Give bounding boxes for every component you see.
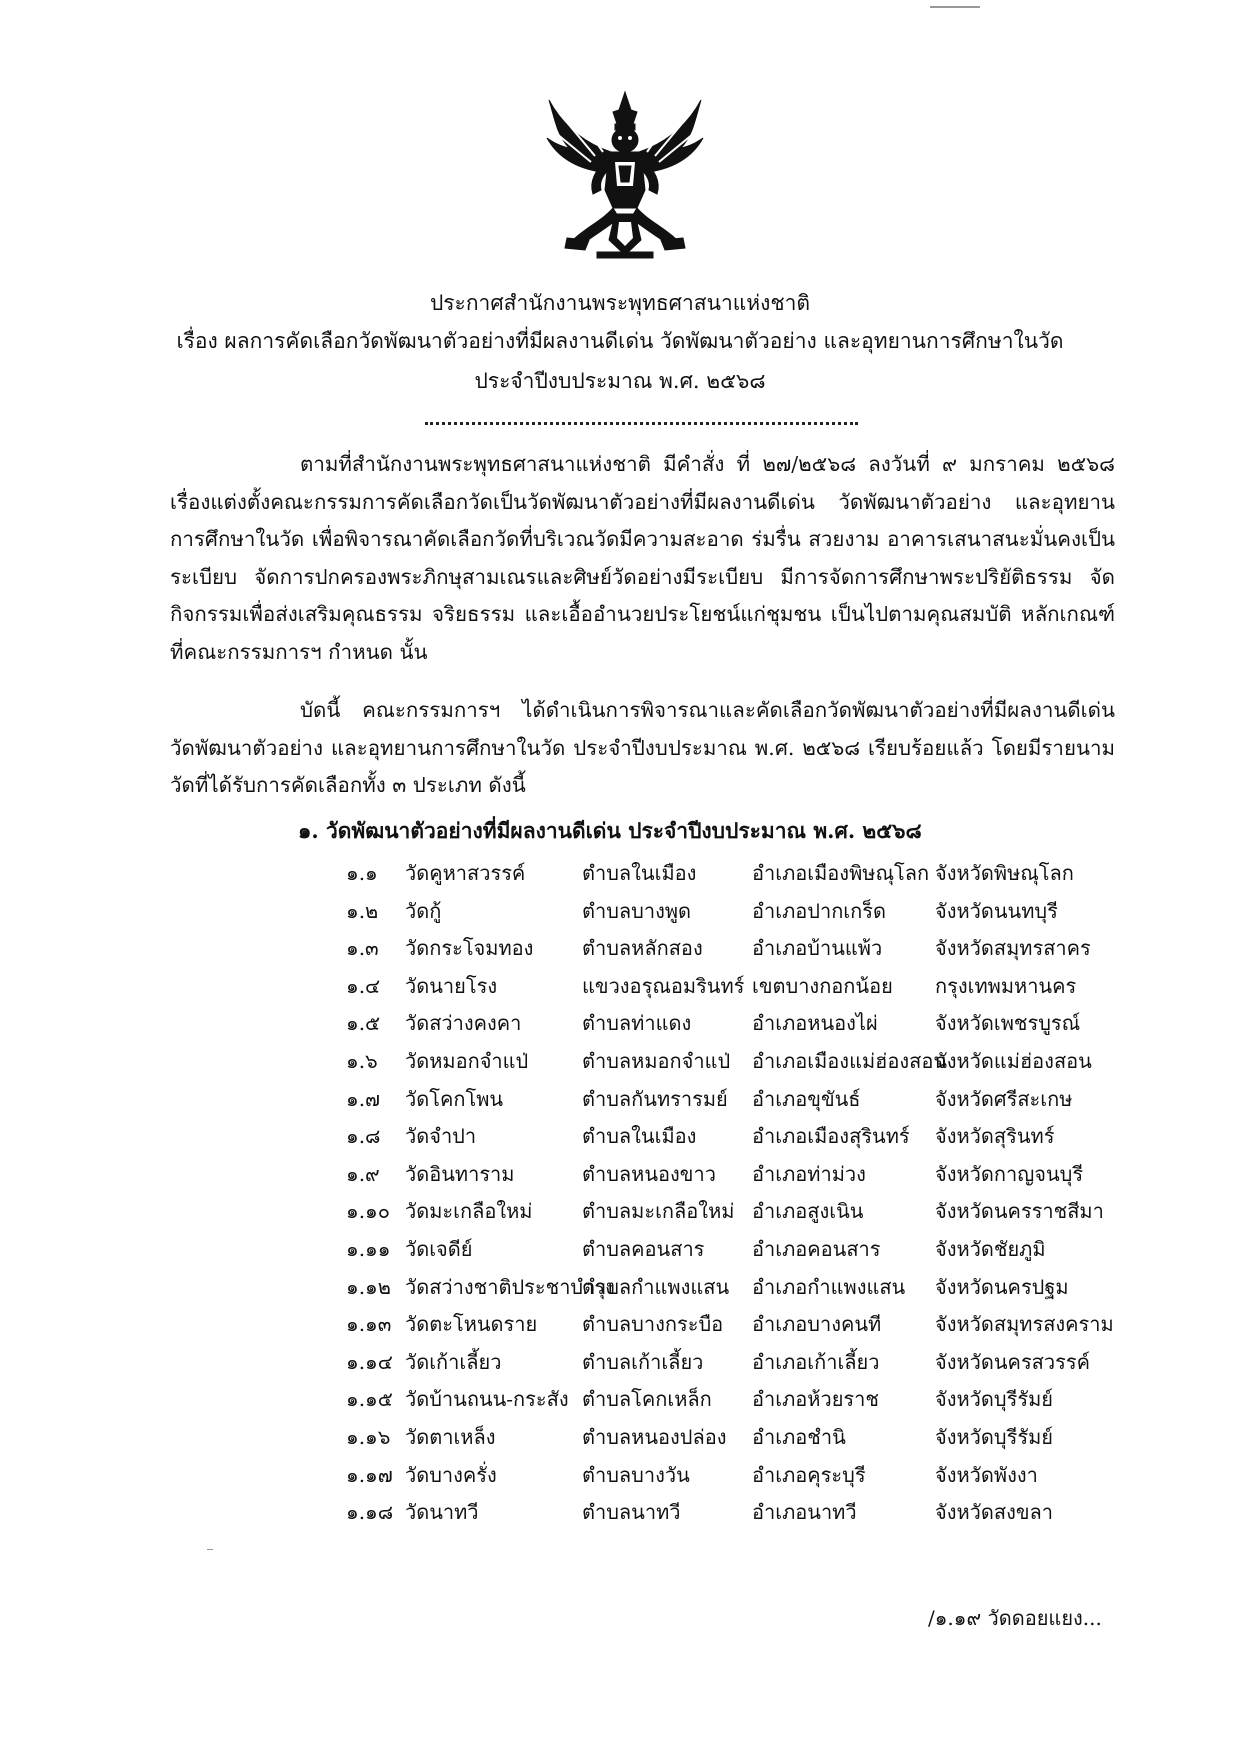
subdistrict: ตำบลบางกระบือ [582,1312,724,1337]
scan-mark [930,6,980,8]
paragraph-background: ตามที่สำนักงานพระพุทธศาสนาแห่งชาติ มีคำสั่ง ที่ ๒๗/๒๕๖๘ ลงวันที่ ๙ มกราคม ๒๕๖๘ เรื่องแต่งตั้งคณะกรรมการคัดเลือกวัดเป็นวัดพัฒนาตัวอย่างที่มีผลงานดีเด่น วัดพัฒนาตัวอย่าง และอุทยานการศึกษาในวัด เพื่อพิจารณาคัดเลือกวัดที่บริเวณวัดมีความสะอาด ร่มรื่น สวยงาม อาคารเสนาสนะมั่นคงเป็นระเบียบ จัดการปกครองพระภิกษุสามเณรและศิษย์วัดอย่างมีระเบียบ มีการจัดการศึกษาพระปริยัติธรรม จัดกิจกรรมเพื่อส่งเสริมคุณธรรม จริยธรรม และเอื้ออำนวยประโยชน์แก่ชุมชน เป็นไปตามคุณสมบัติ หลักเกณฑ์ ที่คณะกรรมการฯ กำหนด นั้น [170,452,1115,664]
district: อำเภอนาทวี [752,1500,857,1525]
district: อำเภอเมืองแม่ฮ่องสอน [752,1048,948,1073]
temple-name: วัดมะเกลือใหม่ [405,1199,533,1224]
temple-name: วัดกระโจมทอง [405,936,534,961]
subdistrict: ตำบลนาทวี [582,1500,681,1525]
subdistrict: ตำบลบางพูด [582,898,692,923]
district: อำเภอคอนสาร [752,1236,881,1261]
province: จังหวัดนครราชสีมา [935,1199,1104,1224]
temple-name: วัดบางครั่ง [405,1462,497,1487]
list-item [0,896,1240,934]
list-item [0,1008,1240,1046]
temple-name: วัดตาเหล็ง [405,1424,496,1449]
province: จังหวัดบุรีรัมย์ [935,1424,1053,1449]
item-number: ๑.๘ [346,1124,381,1149]
district: อำเภอบ้านแพ้ว [752,936,883,961]
item-number: ๑.๖ [346,1048,378,1073]
announcement-fiscal-year: ประจำปีงบประมาณ พ.ศ. ๒๕๖๘ [474,369,766,393]
province: จังหวัดสุรินทร์ [935,1124,1055,1149]
temple-name: วัดเก้าเลี้ยว [405,1349,502,1374]
subdistrict: ตำบลในเมือง [582,861,697,885]
subdistrict: ตำบลหนองขาว [582,1161,716,1186]
item-number: ๑.๑๘ [346,1500,394,1525]
item-number: ๑.๗ [346,1086,381,1111]
subdistrict: ตำบลหนองปล่อง [582,1424,727,1449]
garuda-emblem-icon [545,90,705,265]
list-item [0,971,1240,1009]
subdistrict: ตำบลกำแพงแสน [582,1274,730,1299]
list-item [0,1196,1240,1234]
district: อำเภอชำนิ [752,1424,846,1449]
temple-name: วัดกู้ [405,898,442,923]
temple-name: วัดนายโรง [405,973,498,998]
province: จังหวัดเพชรบูรณ์ [935,1011,1081,1036]
temple-name: วัดเจดีย์ [405,1236,473,1261]
province: จังหวัดนครสวรรค์ [935,1349,1090,1374]
province: จังหวัดพังงา [935,1462,1038,1487]
continuation-note: /๑.๑๙ วัดดอยแยง... [928,1606,1102,1630]
province: กรุงเทพมหานคร [935,973,1077,998]
item-number: ๑.๔ [346,973,381,998]
section-1-heading: ๑. วัดพัฒนาตัวอย่างที่มีผลงานดีเด่น ประจำปีงบประมาณ พ.ศ. ๒๕๖๘ [298,818,922,843]
item-number: ๑.๑ [346,861,378,885]
temple-name: วัดคูหาสวรรค์ [405,861,526,885]
list-item [0,933,1240,971]
item-number: ๑.๒ [346,898,379,923]
subdistrict: ตำบลกันทรารมย์ [582,1086,728,1111]
temple-name: วัดโคกโพน [405,1086,504,1111]
temple-name: วัดสว่างชาติประชาบำรุง [405,1274,615,1299]
district: อำเภอกำแพงแสน [752,1274,906,1299]
item-number: ๑.๑๖ [346,1424,391,1449]
province: จังหวัดศรีสะเกษ [935,1086,1073,1111]
district: อำเภอเมืองสุรินทร์ [752,1124,910,1149]
temple-name: วัดหมอกจำแป่ [405,1048,529,1073]
province: จังหวัดสมุทรสาคร [935,936,1091,961]
temple-list [0,858,1240,1535]
subdistrict: ตำบลคอนสาร [582,1236,705,1261]
province: จังหวัดชัยภูมิ [935,1236,1046,1261]
item-number: ๑.๑๒ [346,1274,391,1299]
list-item [0,1121,1240,1159]
item-number: ๑.๑๑ [346,1236,391,1261]
province: จังหวัดพิษณุโลก [935,861,1074,885]
list-item [0,1272,1240,1310]
province: จังหวัดนครปฐม [935,1274,1069,1299]
district: อำเภอคุระบุรี [752,1462,866,1487]
province: จังหวัดนนทบุรี [935,898,1058,923]
list-item [0,1347,1240,1385]
item-number: ๑.๕ [346,1011,381,1036]
list-item [0,1046,1240,1084]
item-number: ๑.๑๗ [346,1462,393,1487]
district: อำเภอเมืองพิษณุโลก [752,861,930,885]
subdistrict: ตำบลหลักสอง [582,936,703,961]
dotted-divider [425,422,858,425]
subdistrict: ตำบลท่าแดง [582,1011,692,1036]
temple-name: วัดตะโหนดราย [405,1312,538,1337]
district: อำเภอเก้าเลี้ยว [752,1349,880,1374]
list-item [0,1309,1240,1347]
subdistrict: ตำบลมะเกลือใหม่ [582,1199,735,1224]
item-number: ๑.๑๓ [346,1312,392,1337]
subdistrict: ตำบลโคกเหล็ก [582,1387,712,1412]
list-item [0,1422,1240,1460]
list-item [0,1384,1240,1422]
district: อำเภอห้วยราช [752,1387,879,1412]
district: อำเภอสูงเนิน [752,1199,864,1224]
item-number: ๑.๑๔ [346,1349,393,1374]
province: จังหวัดแม่ฮ่องสอน [935,1048,1092,1073]
temple-name: วัดจำปา [405,1124,477,1149]
list-item [0,858,1240,896]
district: อำเภอขุขันธ์ [752,1086,861,1111]
subdistrict: ตำบลในเมือง [582,1124,697,1149]
temple-name: วัดสว่างคงคา [405,1011,522,1036]
temple-name: วัดบ้านถนน-กระสัง [405,1387,569,1412]
announcement-subject: เรื่อง ผลการคัดเลือกวัดพัฒนาตัวอย่างที่มีผลงานดีเด่น วัดพัฒนาตัวอย่าง และอุทยานการศึกษาในวัด [176,329,1064,353]
item-number: ๑.๑๐ [346,1199,390,1224]
subdistrict: ตำบลหมอกจำแป่ [582,1048,731,1073]
district: อำเภอหนองไผ่ [752,1011,878,1036]
item-number: ๑.๓ [346,936,379,961]
temple-name: วัดนาทวี [405,1500,479,1525]
district: อำเภอบางคนที [752,1312,882,1337]
district: เขตบางกอกน้อย [752,973,893,998]
province: จังหวัดสมุทรสงคราม [935,1312,1114,1337]
list-item [0,1234,1240,1272]
province: จังหวัดสงขลา [935,1500,1054,1525]
list-item [0,1084,1240,1122]
subdistrict: แขวงอรุณอมรินทร์ [582,973,745,998]
list-item [0,1460,1240,1498]
margin-mark [207,1549,213,1550]
subdistrict: ตำบลเก้าเลี้ยว [582,1349,704,1374]
province: จังหวัดกาญจนบุรี [935,1161,1084,1186]
subdistrict: ตำบลบางวัน [582,1462,690,1487]
district: อำเภอปากเกร็ด [752,898,886,923]
list-item [0,1159,1240,1197]
item-number: ๑.๑๕ [346,1387,393,1412]
district: อำเภอท่าม่วง [752,1161,866,1186]
item-number: ๑.๙ [346,1161,380,1186]
province: จังหวัดบุรีรัมย์ [935,1387,1053,1412]
paragraph-result: บัดนี้ คณะกรรมการฯ ได้ดำเนินการพิจารณาและคัดเลือกวัดพัฒนาตัวอย่างที่มีผลงานดีเด่น วัดพัฒนาตัวอย่าง และอุทยานการศึกษาในวัด ประจำปีงบประมาณ พ.ศ. ๒๕๖๘ เรียบร้อยแล้ว โดยมีรายนามวัดที่ได้รับการคัดเลือกทั้ง ๓ ประเภท ดังนี้ [170,698,1115,798]
temple-name: วัดอินทาราม [405,1161,515,1186]
list-item [0,1497,1240,1535]
announcement-title: ประกาศสำนักงานพระพุทธศาสนาแห่งชาติ [429,291,811,315]
